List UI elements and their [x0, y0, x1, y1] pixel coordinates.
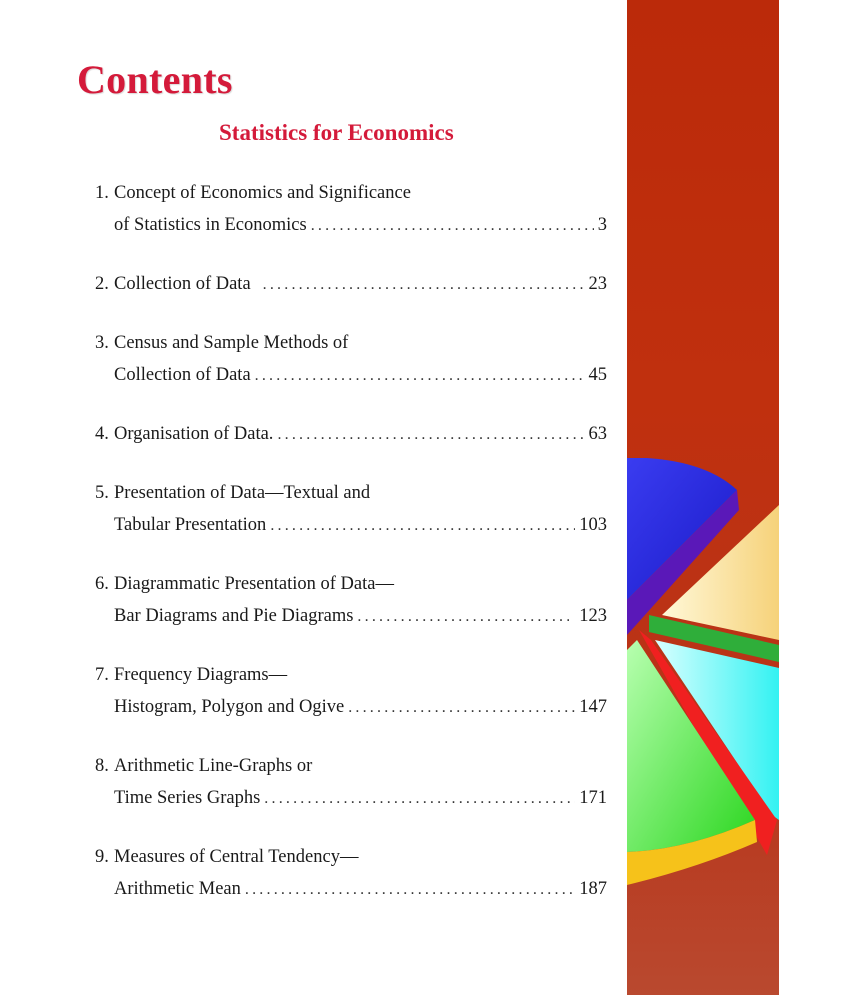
- toc-entry-7[interactable]: [95, 665, 607, 729]
- decorative-side-band: [627, 0, 779, 995]
- leader-dots: [264, 790, 575, 808]
- entry-number: 2.: [95, 274, 109, 294]
- entry-title-continued: Arithmetic Mean: [114, 879, 241, 899]
- entry-title: Diagrammatic Presentation of Data—: [114, 574, 394, 594]
- page-number: 63: [588, 424, 607, 444]
- page-number: 103: [579, 515, 607, 535]
- toc-entry-5[interactable]: [95, 483, 607, 547]
- entry-title-continued: Collection of Data: [114, 365, 251, 385]
- page-number: 171: [579, 788, 607, 808]
- leader-dots: [357, 608, 569, 626]
- entry-title: Presentation of Data—Textual and: [114, 483, 371, 503]
- leader-dots: [270, 517, 575, 535]
- entry-number: 3.: [95, 333, 109, 353]
- leader-dots: [255, 367, 585, 385]
- entry-title: Organisation of Data.: [114, 424, 274, 444]
- entry-title-continued: Histogram, Polygon and Ogive: [114, 697, 345, 717]
- entry-title-continued: Bar Diagrams and Pie Diagrams: [114, 606, 354, 626]
- decorative-pie-chart-graphic: [627, 0, 779, 995]
- entry-title-continued: Tabular Presentation: [114, 515, 267, 535]
- page-number: 23: [588, 274, 607, 294]
- toc-entry-8[interactable]: [95, 756, 607, 820]
- entry-title: Measures of Central Tendency—: [114, 847, 359, 867]
- toc-entry-4[interactable]: [95, 424, 607, 456]
- entry-number: 6.: [95, 574, 109, 594]
- entry-title: Census and Sample Methods of: [114, 333, 349, 353]
- entry-number: 1.: [95, 183, 109, 203]
- toc-entry-1[interactable]: [95, 183, 607, 247]
- entry-title: Frequency Diagrams—: [114, 665, 288, 685]
- entry-title: Concept of Economics and Significance: [114, 183, 411, 203]
- page-number: 3: [597, 215, 607, 235]
- entry-number: 4.: [95, 424, 109, 444]
- entry-number: 8.: [95, 756, 109, 776]
- page-number: 147: [579, 697, 607, 717]
- toc-entry-9[interactable]: [95, 847, 607, 911]
- leader-dots: [245, 881, 575, 899]
- leader-dots: [263, 276, 585, 294]
- toc-entry-6[interactable]: [95, 574, 607, 638]
- entry-title-continued: of Statistics in Economics: [114, 215, 307, 235]
- leader-dots: [277, 426, 584, 444]
- entry-title-continued: Time Series Graphs: [114, 788, 261, 808]
- entry-number: 7.: [95, 665, 109, 685]
- toc-entry-2[interactable]: [95, 274, 607, 306]
- page-number: 123: [579, 606, 607, 626]
- page-number: 45: [588, 365, 607, 385]
- entry-title: Arithmetic Line-Graphs or: [114, 756, 313, 776]
- leader-dots: [348, 699, 575, 717]
- page-title: Contents: [77, 57, 233, 102]
- entry-number: 5.: [95, 483, 109, 503]
- leader-dots: [311, 217, 594, 235]
- section-subtitle: Statistics for Economics: [219, 120, 454, 145]
- entry-title: Collection of Data: [114, 274, 251, 294]
- toc-entry-3[interactable]: [95, 333, 607, 397]
- page-number: 187: [579, 879, 607, 899]
- entry-number: 9.: [95, 847, 109, 867]
